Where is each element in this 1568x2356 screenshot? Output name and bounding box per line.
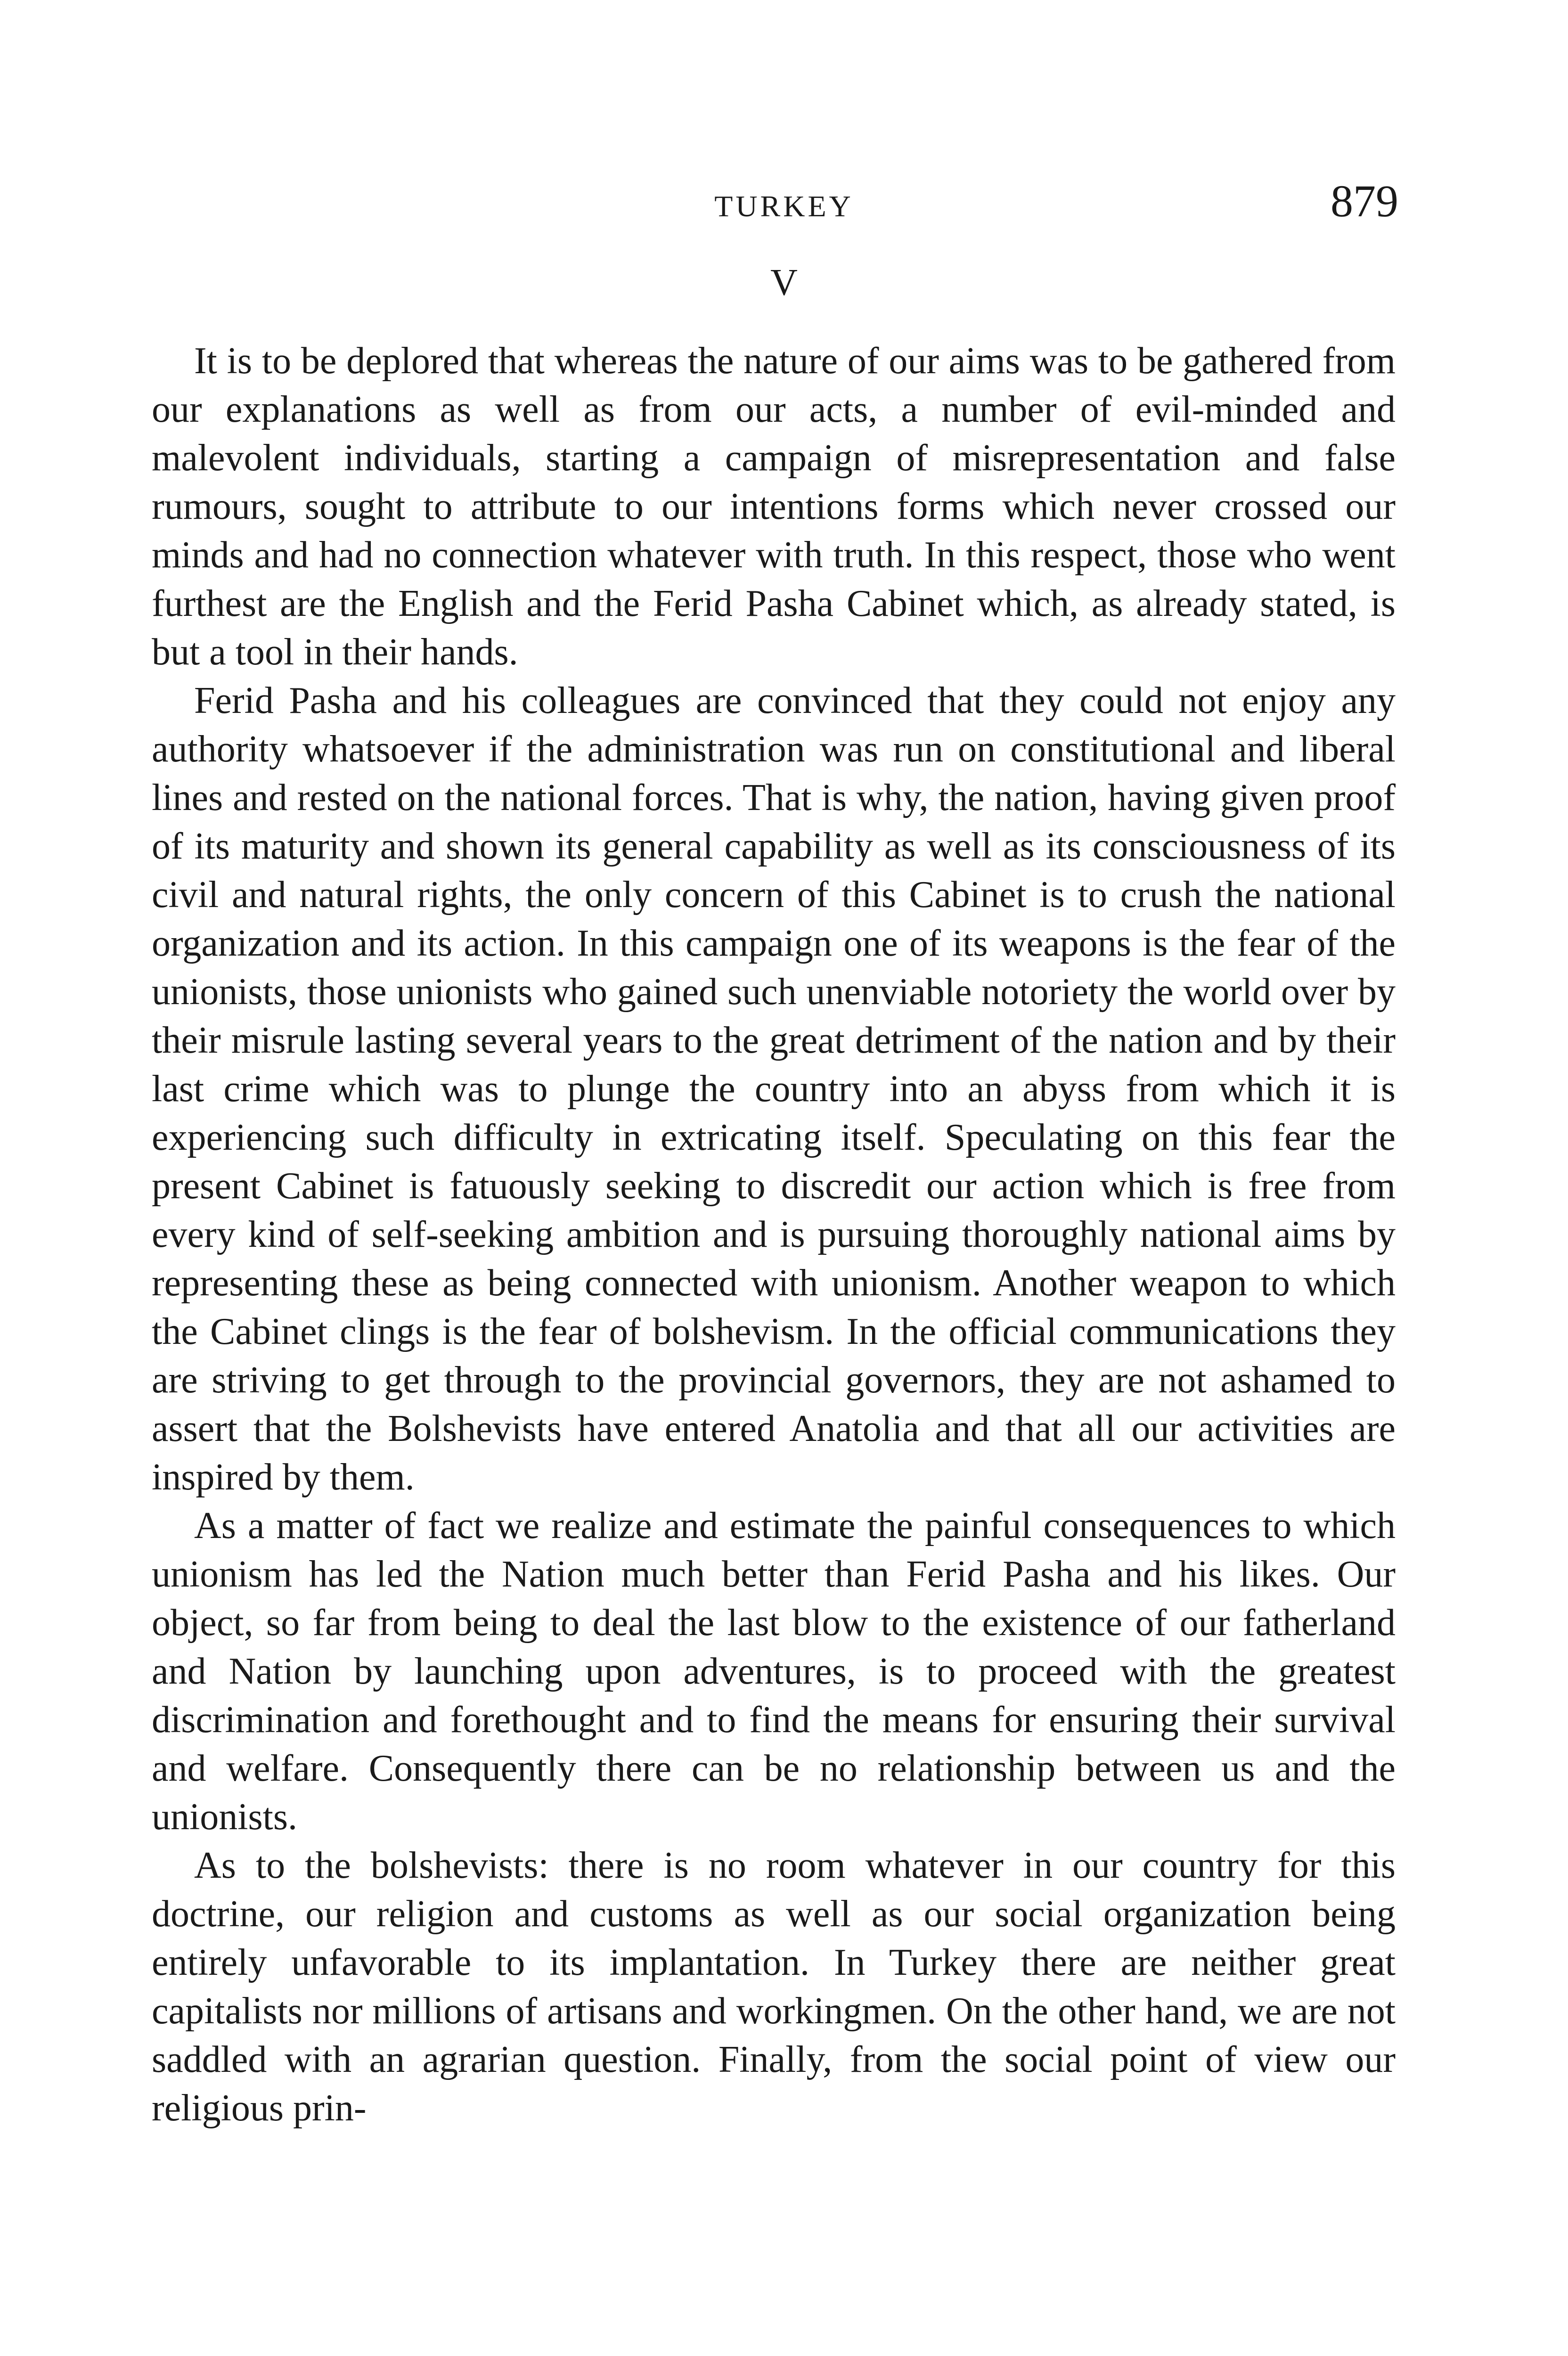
paragraph-2: Ferid Pasha and his colleagues are convinced that they could not enjoy any authority whatsoever if the administration was run on constitutional and liberal lines and rested on the national forces. That is why, the nation, having given proof of its maturity and shown its general capability as well as its consciousness of its civil and natural rights, the only concern of this Cabinet is to crush the national organization and its action. In this campaign one of its weapons is the fear of the unionists, those unionists who gained such unenviable notoriety the world over by their misrule lasting several years to the great detriment of the nation and by their last crime which was to plunge the country into an abyss from which it is experiencing such difficulty in extricating itself. Speculating on this fear the present Cabinet is fatuously seeking to discredit our action which is free from every kind of self-seeking ambition and is pursuing thoroughly national aims by representing these as being connected with unionism. Another weapon to which the Cabinet clings is the fear of bolshevism. In the official communications they are striving to get through to the provincial governors, they are not ashamed to assert that the Bolshevists have entered Anatolia and that all our activities are inspired by them. bbox=[152, 680, 1396, 1498]
paragraph-1: It is to be deplored that whereas the nature of our aims was to be gathered from our explanations as well as from our acts, a number of evil-minded and malevolent individuals, starting a campaign of misrepresentation and false rumours, sought to attribute to our intentions forms which never crossed our minds and had no connection whatever with truth. In this respect, those who went furthest are the English and the Ferid Pasha Cabinet which, as already stated, is but a tool in their hands. bbox=[152, 340, 1396, 673]
section-numeral: V bbox=[770, 262, 798, 303]
body-text bbox=[152, 337, 1396, 2133]
running-title: TURKEY bbox=[714, 189, 854, 223]
paragraph-3: As a matter of fact we realize and estimate the painful consequences to which unionism has led the Nation much better than Ferid Pasha and his likes. Our object, so far from being to deal the last blow to the existence of our fatherland and Nation by launching upon adventures, is to proceed with the greatest discrimination and forethought and to find the means for ensuring their survival and welfare. Consequently there can be no relationship between us and the unionists. bbox=[152, 1505, 1396, 1838]
paragraph-4: As to the bolshevists: there is no room whatever in our country for this doctrine, our religion and customs as well as our social organization being entirely unfavorable to its implantation. In Turkey there are neither great capitalists nor millions of artisans and workingmen. On the other hand, we are not saddled with an agrarian question. Finally, from the social point of view our religious prin- bbox=[152, 1845, 1396, 2129]
page-number: 879 bbox=[1331, 176, 1398, 226]
running-head bbox=[0, 176, 1568, 236]
